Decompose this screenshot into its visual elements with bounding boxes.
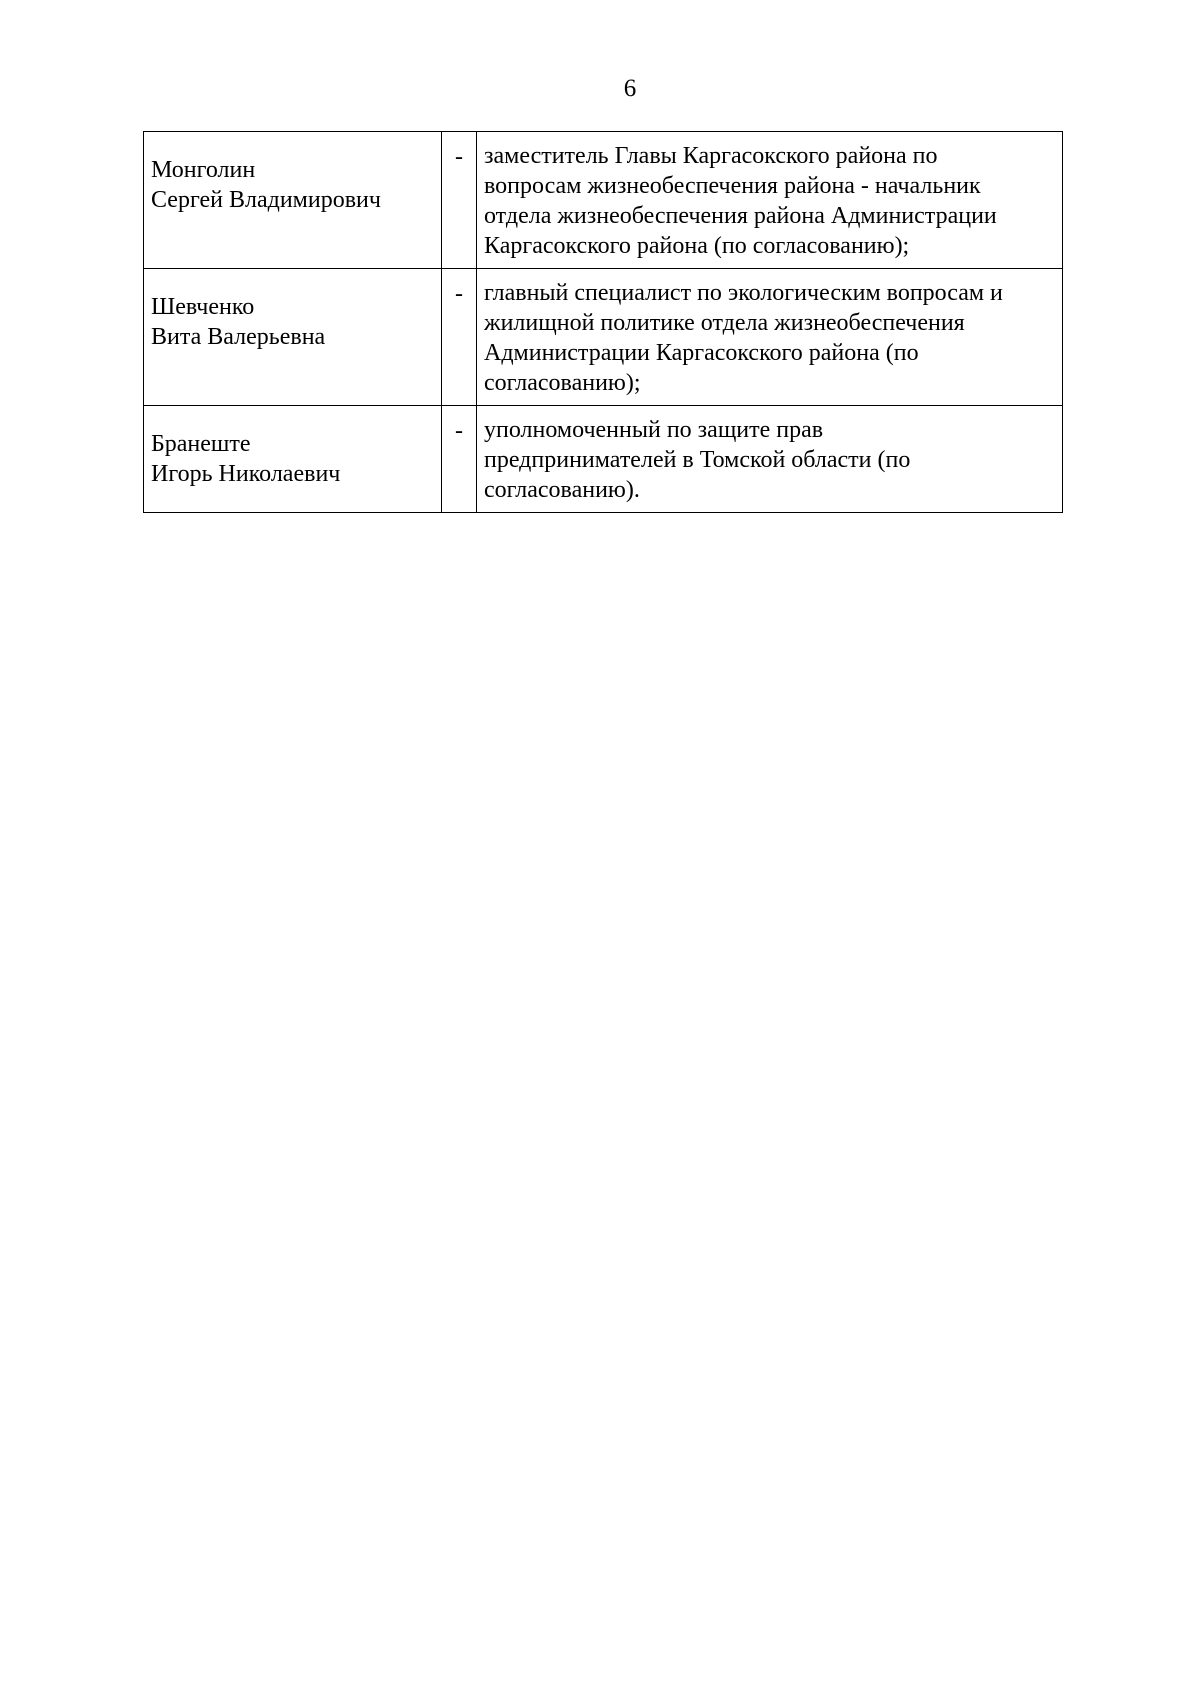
member-given-names: Сергей Владимирович <box>151 187 381 213</box>
member-given-names: Вита Валерьевна <box>151 324 326 350</box>
member-role-cell <box>477 269 1063 406</box>
role-line: Администрации Каргасокского района (по <box>484 340 919 366</box>
role-line: уполномоченный по защите прав <box>484 417 824 443</box>
role-line: согласованию). <box>484 477 640 503</box>
role-line: предпринимателей в Томской области (по <box>484 447 911 473</box>
dash-separator: - <box>455 418 463 444</box>
members-table <box>143 131 1063 513</box>
member-role-cell <box>477 406 1063 513</box>
role-line: вопросам жизнеобеспечения района - начальник <box>484 173 981 199</box>
table-row <box>144 406 1063 513</box>
table-row <box>144 269 1063 406</box>
page-number: 6 <box>623 75 637 102</box>
member-name-cell <box>144 269 442 406</box>
member-name-cell <box>144 132 442 269</box>
member-surname: Бранеште <box>151 431 251 457</box>
member-given-names: Игорь Николаевич <box>151 461 341 487</box>
dash-separator: - <box>455 281 463 307</box>
role-line: заместитель Главы Каргасокского района по <box>484 143 938 169</box>
role-line: главный специалист по экологическим вопросам и <box>484 280 1003 306</box>
dash-separator: - <box>455 144 463 170</box>
role-line: Каргасокского района (по согласованию); <box>484 233 910 259</box>
member-name-cell <box>144 406 442 513</box>
role-line: жилищной политике отдела жизнеобеспечения <box>484 310 965 336</box>
dash-cell <box>442 406 477 513</box>
dash-cell <box>442 269 477 406</box>
member-surname: Монголин <box>151 157 256 183</box>
member-role-cell <box>477 132 1063 269</box>
role-line: согласованию); <box>484 370 641 396</box>
dash-cell <box>442 132 477 269</box>
role-line: отдела жизнеобеспечения района Администрации <box>484 203 997 229</box>
table-row <box>144 132 1063 269</box>
member-surname: Шевченко <box>151 294 255 320</box>
